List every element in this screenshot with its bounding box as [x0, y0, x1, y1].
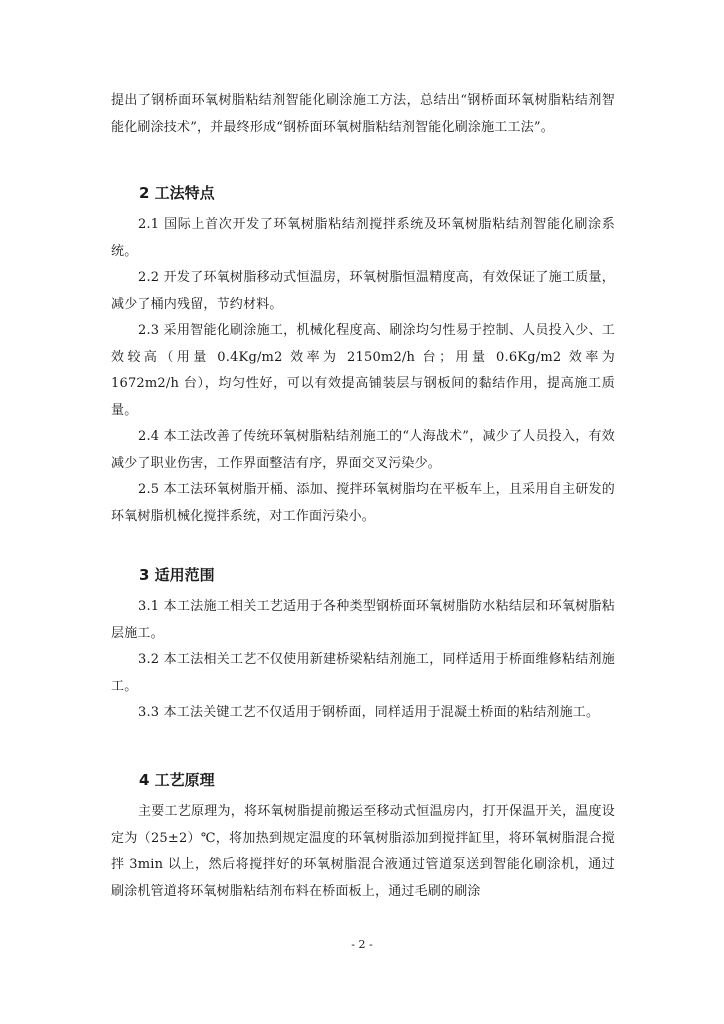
paragraph-2-5: 2.5 本工法环氧树脂开桶、添加、搅拌环氧树脂均在平板车上，且采用自主研发的环氧树脂机械化搅拌系统，对工作面污染小。 — [111, 482, 615, 524]
paragraph-3-2: 3.2 本工法相关工艺不仅使用新建桥梁粘结剂施工，同样适用于桥面维修粘结剂施工。 — [111, 652, 615, 694]
paragraph-2-4: 2.4 本工法改善了传统环氧树脂粘结剂施工的“人海战术”，减少了人员投入，有效减少了职业伤害，工作界面整洁有序，界面交叉污染少。 — [111, 429, 615, 471]
page-number: - 2 - — [351, 938, 373, 951]
paragraph-4-1: 主要工艺原理为，将环氧树脂提前搬运至移动式恒温房内，打开保温开关，温度设定为（25±2）℃，将加热到规定温度的环氧树脂添加到搅拌缸里，将环氧树脂混合搅拌 3min 以上，然后将搅拌好的环氧树脂混合液通过管道泵送到智能化刷涂机，通过刷涂机管道将环氧树脂粘结剂布料在桥面板上，通过毛刷的刷涂 — [111, 804, 615, 899]
intro-paragraph: 提出了钢桥面环氧树脂粘结剂智能化刷涂施工方法，总结出“钢桥面环氧树脂粘结剂智能化刷涂技术”，并最终形成“钢桥面环氧树脂粘结剂智能化刷涂施工工法”。 — [111, 93, 615, 135]
paragraph-2-1: 2.1 国际上首次开发了环氧树脂粘结剂搅拌系统及环氧树脂粘结剂智能化刷涂系统。 — [111, 217, 615, 259]
section-heading-features: 2 工法特点 — [139, 184, 215, 202]
section-heading-scope: 3 适用范围 — [139, 566, 215, 584]
paragraph-2-3: 2.3 采用智能化刷涂施工，机械化程度高、刷涂均匀性易于控制、人员投入少、工效较高（用量 0.4Kg/m2 效率为 2150m2/h 台；用量 0.6Kg/m2 效率为 1672m2/h 台），均匀性好，可以有效提高铺装层与钢板间的黏结作用，提高施工质量。 — [111, 323, 615, 418]
paragraph-2-2: 2.2 开发了环氧树脂移动式恒温房，环氧树脂恒温精度高，有效保证了施工质量，减少了桶内残留，节约材料。 — [111, 270, 615, 312]
section-heading-principle: 4 工艺原理 — [139, 771, 215, 789]
paragraph-3-1: 3.1 本工法施工相关工艺适用于各种类型钢桥面环氧树脂防水粘结层和环氧树脂粘层施工。 — [111, 599, 615, 641]
paragraph-3-3: 3.3 本工法关键工艺不仅适用于钢桥面，同样适用于混凝土桥面的粘结剂施工。 — [138, 705, 600, 720]
